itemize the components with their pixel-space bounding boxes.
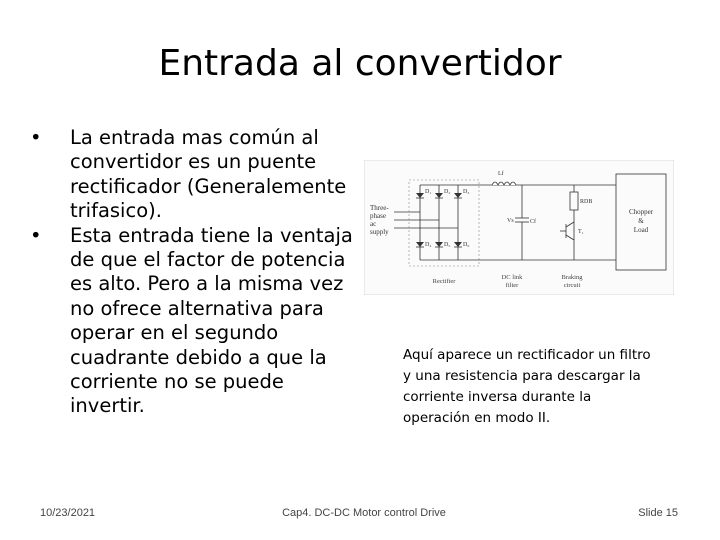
chopper-label: Chopper [628,208,654,216]
diode-label: D₁ [425,189,432,195]
supply-label: Three- [370,204,389,212]
dclink-caption: filter [505,282,519,289]
supply-label: ac [370,220,377,228]
chopper-label: Load [633,226,649,234]
capacitor-label: Cf [530,219,536,225]
bullet-text: La entrada mas común al convertidor es un puente rectificador (Generalemente trifasico). [70,126,347,223]
supply-label: phase [370,212,386,220]
slide-number: Slide 15 [638,507,678,519]
transistor-label: T₁ [578,229,584,235]
rectifier-circuit-diagram [364,160,674,295]
bullet-item [30,224,360,419]
diode-label: D₅ [444,242,451,248]
bullet-item [30,126,360,224]
supply-label: supply [370,228,389,236]
voltage-label: Vs [507,218,514,224]
slide-title: Entrada al convertidor [158,43,562,84]
diode-label: D₆ [463,242,470,248]
rectifier-caption: Rectifier [432,278,456,285]
diode-label: D₄ [425,242,432,248]
bullet-list [30,126,360,419]
braking-caption: circuit [563,282,581,289]
bullet-text: Esta entrada tiene la ventaja de que el factor de potencia es alto. Pero a la misma vez no ofrece alternativa para operar en el segundo cuadrante debido a que la corriente no se puede invertir. [70,223,353,418]
diode-label: D₃ [463,189,470,195]
braking-caption: Braking [561,274,583,281]
inductor-label: Lf [498,171,504,177]
footer-date: 10/23/2021 [40,507,96,519]
figure-caption: Aquí aparece un rectificador un filtro y una resistencia para descargar la corriente inversa durante la operación en modo II. [403,347,651,426]
diode-label: D₂ [444,189,451,195]
bullet-icon: • [30,126,42,149]
dclink-caption: DC link [501,274,523,281]
bullet-icon: • [30,223,42,247]
footer-title: Cap4. DC-DC Motor control Drive [282,507,446,519]
chopper-label: & [638,217,644,225]
resistor-label: RDB [580,199,593,205]
